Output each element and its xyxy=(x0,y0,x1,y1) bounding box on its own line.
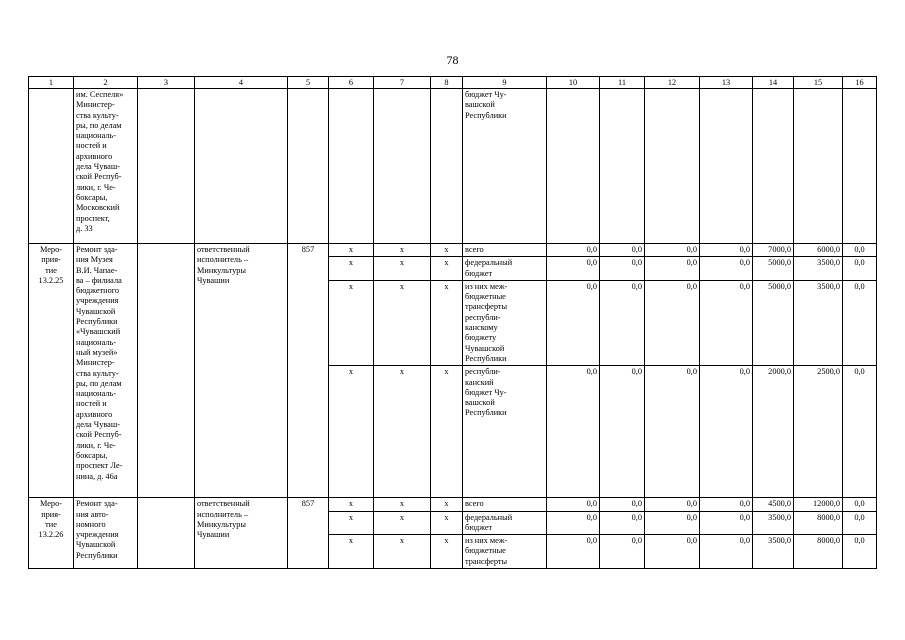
table-row xyxy=(29,244,877,257)
value-cell: 0,0 xyxy=(547,244,600,257)
value-cell: 6000,0 xyxy=(794,244,843,257)
value-cell: 0,0 xyxy=(843,366,877,498)
cell-col8: х xyxy=(431,280,463,365)
value-cell: 0,0 xyxy=(843,257,877,281)
cell-col8: х xyxy=(431,244,463,257)
column-header: 3 xyxy=(138,77,195,89)
value-cell: 0,0 xyxy=(547,257,600,281)
funding-source: из них меж- бюджетные трансферты республи- канскому бюджету Чувашской Республики xyxy=(463,280,547,365)
funding-source: республи- канский бюджет Чу- вашской Республики xyxy=(463,366,547,498)
activity-name: им. Сеспеля» Министер- ства культу- ры, по делам националь- ностей и архивного дела Чуваш- ской Респуб- лики, г. Че- боксары, Московский проспект, д. 33 xyxy=(74,89,138,244)
value-cell: 0,0 xyxy=(547,511,600,535)
value-cell: 0,0 xyxy=(645,511,700,535)
value-cell: 0,0 xyxy=(700,280,753,365)
column-header: 9 xyxy=(463,77,547,89)
value-cell: 0,0 xyxy=(645,280,700,365)
cell-col6: х xyxy=(329,280,374,365)
column-header: 14 xyxy=(753,77,794,89)
cell-col7: х xyxy=(374,244,431,257)
column-header: 15 xyxy=(794,77,843,89)
funding-source: федеральный бюджет xyxy=(463,257,547,281)
value-cell: 0,0 xyxy=(547,280,600,365)
column-header: 7 xyxy=(374,77,431,89)
column-header: 11 xyxy=(600,77,645,89)
value-cell: 0,0 xyxy=(843,498,877,511)
cell-col7: х xyxy=(374,535,431,569)
value-cell: 8000,0 xyxy=(794,511,843,535)
value-cell: 5000,0 xyxy=(753,257,794,281)
funding-source: всего xyxy=(463,244,547,257)
funding-source: всего xyxy=(463,498,547,511)
value-cell: 0,0 xyxy=(843,535,877,569)
table-row xyxy=(29,498,877,511)
cell-col7: х xyxy=(374,498,431,511)
cell-col7: х xyxy=(374,366,431,498)
value-cell: 0,0 xyxy=(600,511,645,535)
column-header: 2 xyxy=(74,77,138,89)
activity-name: Ремонт зда- ния авто- номного учреждения Чувашской Республики xyxy=(74,498,138,569)
value-cell: 12000,0 xyxy=(794,498,843,511)
column-header: 6 xyxy=(329,77,374,89)
column-number-row xyxy=(29,77,877,89)
value-cell: 0,0 xyxy=(843,244,877,257)
cell-col6: х xyxy=(329,366,374,498)
value-cell: 0,0 xyxy=(600,244,645,257)
continuation-row xyxy=(29,89,877,244)
program-table xyxy=(28,76,877,569)
column-header: 1 xyxy=(29,77,74,89)
value-cell: 2500,0 xyxy=(794,366,843,498)
value-cell: 0,0 xyxy=(645,366,700,498)
column-header: 13 xyxy=(700,77,753,89)
funding-source: бюджет Чу- вашской Республики xyxy=(463,89,547,244)
cell-col7: х xyxy=(374,257,431,281)
grbs-code: 857 xyxy=(288,498,329,569)
column-header: 8 xyxy=(431,77,463,89)
cell-col6: х xyxy=(329,257,374,281)
value-cell: 0,0 xyxy=(645,498,700,511)
cell-col8: х xyxy=(431,257,463,281)
value-cell: 3500,0 xyxy=(753,535,794,569)
cell-col8: х xyxy=(431,535,463,569)
value-cell: 0,0 xyxy=(547,498,600,511)
cell-col6: х xyxy=(329,535,374,569)
value-cell: 3500,0 xyxy=(794,280,843,365)
value-cell: 0,0 xyxy=(700,244,753,257)
value-cell: 0,0 xyxy=(547,535,600,569)
value-cell: 7000,0 xyxy=(753,244,794,257)
column-header: 4 xyxy=(195,77,288,89)
funding-source: из них меж- бюджетные трансферты xyxy=(463,535,547,569)
executor: ответственный исполнитель – Минкультуры Чувашии xyxy=(195,244,288,498)
cell-col7: х xyxy=(374,511,431,535)
grbs-code: 857 xyxy=(288,244,329,498)
value-cell: 5000,0 xyxy=(753,280,794,365)
cell-col6: х xyxy=(329,511,374,535)
column-header: 10 xyxy=(547,77,600,89)
funding-source: федеральный бюджет xyxy=(463,511,547,535)
value-cell: 4500,0 xyxy=(753,498,794,511)
value-cell: 0,0 xyxy=(645,257,700,281)
activity-name: Ремонт зда- ния Музея В.И. Чапае- ва – филиала бюджетного учреждения Чувашской Республики «Чувашский националь- ный музей» Министер- ства культу- ры, по делам националь- ностей и архивного дела Чуваш- ской Респуб- лики, г. Че- боксары, проспект Ле- нина, д. 46а xyxy=(74,244,138,498)
value-cell: 0,0 xyxy=(700,511,753,535)
cell-col7: х xyxy=(374,280,431,365)
value-cell: 3500,0 xyxy=(753,511,794,535)
value-cell: 0,0 xyxy=(700,257,753,281)
column-header: 5 xyxy=(288,77,329,89)
cell-col8: х xyxy=(431,498,463,511)
value-cell: 8000,0 xyxy=(794,535,843,569)
value-cell: 0,0 xyxy=(600,366,645,498)
activity-code: Меро- прия- тие 13.2.26 xyxy=(29,498,74,569)
value-cell: 0,0 xyxy=(843,280,877,365)
value-cell: 0,0 xyxy=(843,511,877,535)
value-cell: 0,0 xyxy=(700,366,753,498)
value-cell: 0,0 xyxy=(600,535,645,569)
value-cell: 0,0 xyxy=(645,535,700,569)
value-cell: 0,0 xyxy=(547,366,600,498)
value-cell: 0,0 xyxy=(600,257,645,281)
column-header: 16 xyxy=(843,77,877,89)
value-cell: 3500,0 xyxy=(794,257,843,281)
cell-col8: х xyxy=(431,511,463,535)
value-cell: 0,0 xyxy=(600,280,645,365)
value-cell: 0,0 xyxy=(700,535,753,569)
cell-col6: х xyxy=(329,498,374,511)
page-number: 78 xyxy=(446,53,459,67)
value-cell: 0,0 xyxy=(600,498,645,511)
cell-col6: х xyxy=(329,244,374,257)
activity-code: Меро- прия- тие 13.2.25 xyxy=(29,244,74,498)
column-header: 12 xyxy=(645,77,700,89)
cell-col8: х xyxy=(431,366,463,498)
value-cell: 0,0 xyxy=(700,498,753,511)
value-cell: 0,0 xyxy=(645,244,700,257)
executor: ответственный исполнитель – Минкультуры Чувашии xyxy=(195,498,288,569)
value-cell: 2000,0 xyxy=(753,366,794,498)
